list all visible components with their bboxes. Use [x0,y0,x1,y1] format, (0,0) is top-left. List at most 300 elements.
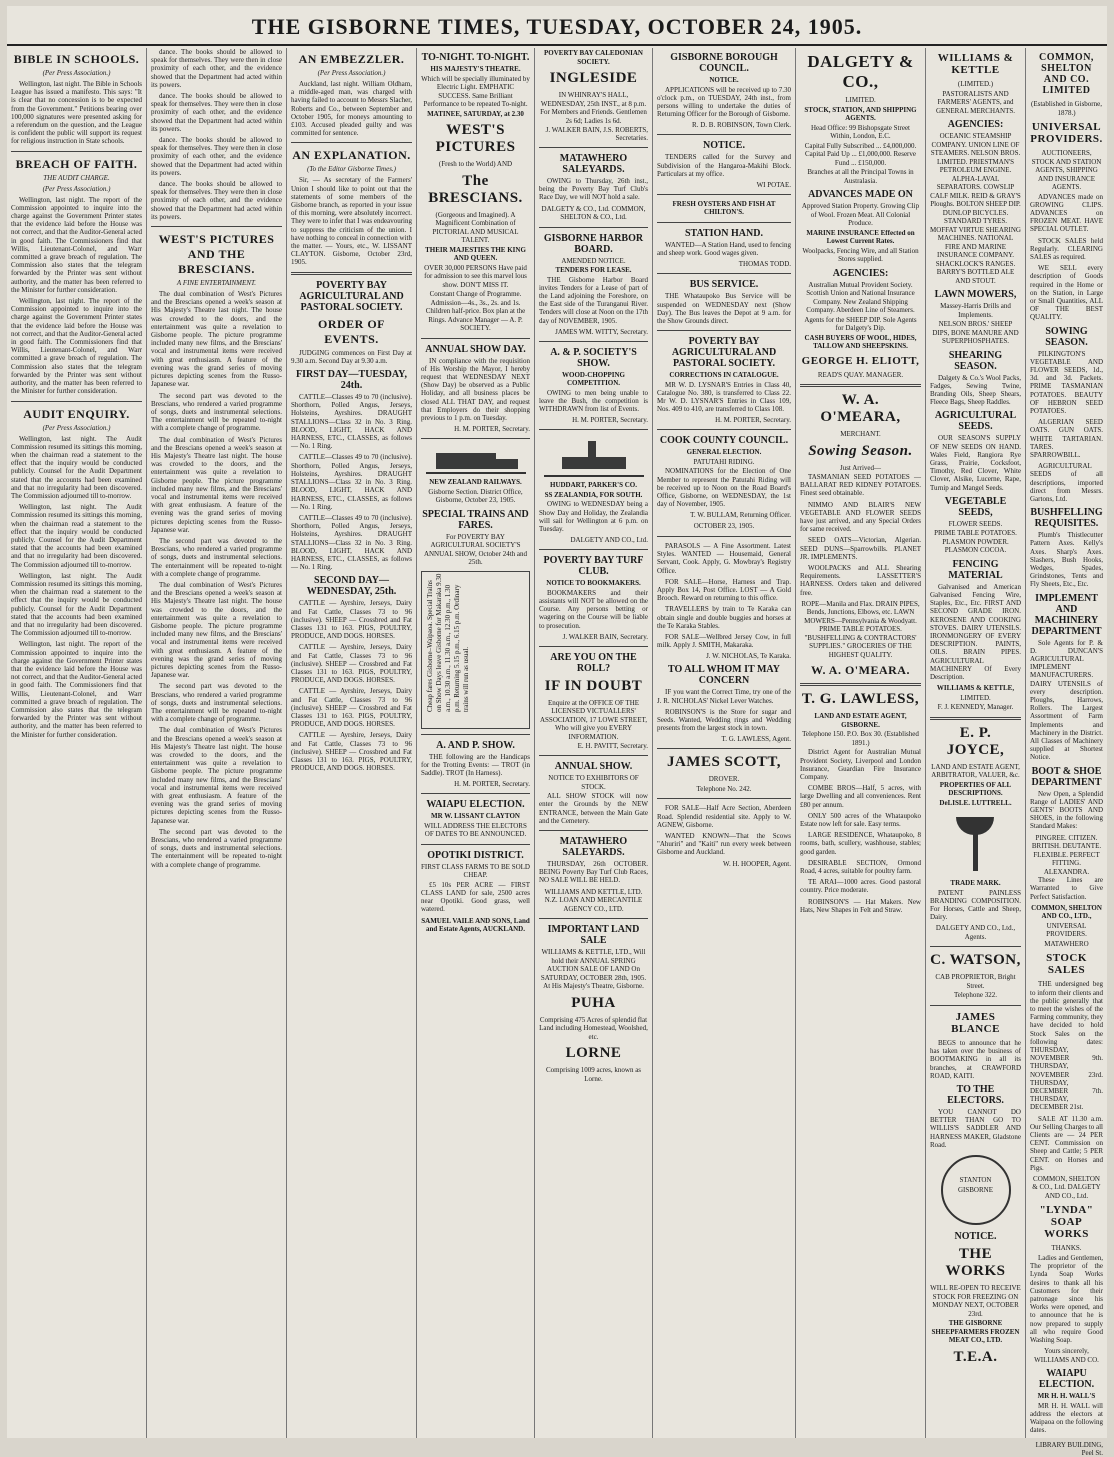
ad-text: LAND AND ESTATE AGENT, GISBORNE. [814,712,907,729]
notice-body: THE following are the Handicaps for the Trotting Events: — TROT (in Saddle). TROT (In Harness). [421,752,530,778]
byline: (Per Press Association.) [42,184,111,193]
headline-wests-pictures: WEST'S PICTURES AND THE BRESCIANS. [158,232,275,277]
theatre-name: HIS MAJESTY'S THEATRE. [430,65,521,73]
headline-bus-service: BUS SERVICE. [689,279,759,291]
classified-ad: ROBINSON'S — Hat Makers. New Hats, New Shapes in Felt and Straw. [800,897,921,914]
ad-text: THE undersigned beg to inform their clients and the public generally that to meet the wishes of the Farming community, they have decided to hold Stock Sales on the following dates: THURSDAY, NOVEMBER 9th. THURSDAY, NOVEMBER 23rd. THURSDAY, DECEMBER 7th. THURSDAY, DECEMBER 21st. [1030,980,1103,1112]
divider [539,830,648,831]
signature: R. D. B. ROBINSON, Town Clerk. [692,121,791,130]
notice-body: CATTLE — Ayrshire, Jerseys, Dairy and Fat Cattle, Classes 73 to 96 (inclusive). SHEEP — Crossbred and Fat Classes 131 to 163. PIGS, POULTRY, PRODUCE, AND DOGS. HORSES. [291,599,412,641]
ship-name: SS ZEALANDIA, FOR SOUTH. [544,490,643,499]
ad-text: Branches at all the Principal Towns in Australasia. [807,168,914,185]
article-body: dance. The books should be allowed to speak for themselves. They were then in close proximity of each other, and the evidence showed that the Department had acted within its powers. [151,180,282,221]
divider [11,401,142,402]
notice-body: WANTED—A Station Hand, used to fencing and sheep work. Good wages given. [657,240,791,258]
ad-text: Just Arrived— [839,463,882,472]
ad-text: WILL RE-OPEN TO RECEIVE STOCK FOR FREEZING ON MONDAY NEXT, OCTOBER 23rd. [930,1284,1021,1318]
ad-text: (Established in Gisborne, 1878.) [1031,100,1102,117]
divider [930,1005,1021,1006]
headline-station-hand: STATION HAND. [685,227,763,239]
classified-ad: ONLY 500 acres of the Whataupoko Estate now left for sale. Easy terms. [800,811,921,828]
signature: H. M. PORTER, Secretary. [454,425,530,434]
oysters-ad: FRESH OYSTERS AND FISH AT CHILTON'S. [672,199,776,217]
ad-list: OCEANIC STEAMSHIP COMPANY. UNION LINE OF STEAMERS. NELSON BROS. LIMITED. PRIESTMAN'S PETROLEUM ENGINE. ALPHA-LAVAL SEPARATORS. COWSLIP CALF MILK. REID & GRAY'S Ploughs. BOLTON SHEEP DIP. DUNLOP BICYCLES. STANDARD TYRES. MOFFAT VIRTUE SHEARING MACHINES. NATIONAL FIRE AND MARINE INSURANCE COMPANY. SHACKLOCK'S RANGES. BARRY'S BOTTLED ALE AND STOUT. [930,132,1021,285]
rotated-timetable [426,572,526,712]
notice-body: CATTLE—Classes 49 to 70 (inclusive). Shorthorn, Polled Angus, Jerseys, Holsteins, Ayrshires. DRAUGHT STALLIONS—Class 32 in No. 3 Ring. BLOOD, LIGHT, HACK AND HARNESS, ETC., CLASSES, as follows — No. 1 Ring. [291,453,412,511]
classified-ad: COMBE BROS—Half, 5 acres, with large Dwelling and all conveniences. Rent £80 per annum. [800,784,921,809]
divider [291,142,412,143]
ad-text: DeLISLE. LUTTRELL. [939,798,1012,807]
headline-opotiki: OPOTIKI DISTRICT. [427,849,524,861]
subheadline: WAIAPU ELECTION. [1038,1368,1095,1391]
divider [421,438,530,439]
classified-ad: PARASOLS — A Fine Assortment. Latest Styles. WANTED — Housemaid, General Servant, Cook. Apply, G. Mowbray's Registry Office. [657,541,791,575]
article-body: The dual combination of West's Pictures and the Brescians opened a week's season at His Majesty's Theatre last night. The house was crowded to the doors, and the entertainment was quite a revelation to Gisborne people. The picture programme included many new films, and the Brescians' vocal and instrumental items were received with great enthusiasm. A feature of the evening was the grand series of moving pictures depicting scenes from the Russo-Japanese war. [151,290,282,389]
ad-text: (Gorgeous and Imagined). A Magnificent Combination of PICTORIAL AND MUSICAL TALENT. [432,210,519,244]
subheadline: NOTICE. [709,76,739,84]
headline-waiapu-election: WAIAPU ELECTION. [426,799,525,811]
signature: Yours sincerely, WILLIAMS AND CO. [1034,1347,1099,1364]
ad-text: COMMON, SHELTON AND CO., LTD., [1031,903,1102,921]
classified-ad: WANTED KNOWN—That the Scows "Ahuriri" and "Kaiti" run every week between Gisborne and Auckland. [657,832,791,857]
ad-text: DROVER. [708,775,740,784]
subheadline: CORRECTIONS IN CATALOGUE. [669,371,779,380]
ad-text: SEED OATS—Victorian, Algerian. SEED DUNS—Sparrowbills. PLANET JR. IMPLEMENTS. [800,536,921,561]
subheadline: TO THE ELECTORS. [947,1084,1004,1106]
subheadline: AGENCIES: [832,267,889,279]
divider [930,717,1021,720]
signature: J. WALKER BAIN, J.S. ROBERTS, Secretaries. [545,126,648,142]
newspaper-page [7,6,1107,1457]
headline-ap-society-show: A. & P. SOCIETY'S SHOW. [550,346,637,369]
article-body: dance. The books should be allowed to speak for themselves. They were then in close proximity of each other, and the evidence showed that the Department had acted within its powers. [151,48,282,89]
ad-text: LAND AND ESTATE AGENT, ARBITRATOR, VALUER, &c. [931,762,1020,780]
subheadline: NOTICE TO BOOKMAKERS. [546,579,641,588]
signature: WILLIAMS AND KETTLE, LTD. N.Z. LOAN AND MERCANTILE AGENCY CO., LTD. [544,887,643,913]
ad-text: BEGS to announce that he has taken over the business of BOOTMAKING in all its branches, at CRAWFORD ROAD, KAITI. [930,1038,1021,1080]
subheadline: NOTICE. [954,1231,997,1243]
footer-text: LIBRARY BUILDING, Peel St. [1035,1440,1103,1457]
subheadline: ADVANCES MADE ON [808,189,913,200]
notice-body: CATTLE — Ayrshire, Jerseys, Dairy and Fat Cattle, Classes 73 to 96 (inclusive). SHEEP — Crossbred and Fat Classes 131 to 163. PIGS, POULTRY, PRODUCE, AND DOGS. HORSES. [291,687,412,729]
if-in-doubt: IF IN DOUBT [544,677,643,694]
classified-ad: ROBINSON'S is the Store for sugar and Seeds. Wanted, Wedding rings and Wedding presents from the largest stock in town. [657,707,791,733]
column-5 [535,48,653,1438]
notice-body: ALL SHOW STOCK will now enter the Grounds by the NEW ENTRANCE, between the Main Gate and the Cemetery. [539,792,648,825]
article-body: Auckland, last night. William Oldham, a middle-aged man, was charged with having failed to account to Messrs Slacher, Roberts and Co., between September and October 1905, for moneys amounting to £103. Accused pleaded guilty and was committed for sentence. [291,80,412,138]
headline-special-trains: SPECIAL TRAINS AND FARES. [422,508,529,531]
ad-text: Sole Agents for P. & D. DUNCAN'S AGRICULTURAL IMPLEMENT MANUFACTURERS. DAIRY UTENSILS of every description. Ploughs, Harrows, Rollers. The Largest Assortment of Farm Implements and Machinery in the District. All Classes of Machinery supplied at Shortest Notice. [1030,638,1103,762]
divider [930,946,1021,947]
dalgety-title: DALGETY & CO., [807,52,914,91]
headline-explanation: AN EXPLANATION. [292,148,411,163]
letter-body: Sir, — As secretary of the Farmers' Union I should like to point out that the statements of some members of the Gisborne branch, as reported in your issue of this morning, were absolutely incorrect. They were to infer that I was endeavouring to suppress the criticism of the union. I have nothing to conceal in connection with the matter. — Yours, etc., W. LISSANT CLAYTON. Gisborne, October 23rd, 1905. [291,176,412,267]
ad-text: Ladies and Gentlemen, The proprietor of the Lynda Soap Works desires to thank all his Customers for their patronage since his Works were opened, and to announce that he is now prepared to supply all who require Good Washing Soap. [1030,1253,1103,1344]
ad-text: MERCHANT. [840,430,881,438]
joyce-title: E. P. JOYCE, [946,724,1005,758]
article-body: The second part was devoted to the Brescians, who rendered a varied programme of songs, duets and instrumental selections. The entertainment will be repeated to-night with a complete change of programme. [151,391,282,433]
notice-body: THE Whataupoko Bus Service will be suspended on WEDNESDAY next (Show Day). The Bus leaves the Depot at 9 a.m. for the Show Grounds direct. [657,292,791,325]
divider [800,683,921,686]
headline-breach-faith: BREACH OF FAITH. [15,156,138,171]
railways-heading: NEW ZEALAND RAILWAYS. [429,478,522,487]
headline-bible-schools: BIBLE IN SCHOOLS. [13,52,140,66]
notice-body: CATTLE — Ayrshire, Jerseys, Dairy and Fat Cattle, Classes 73 to 96 (inclusive). SHEEP — Crossbred and Fat Classes 131 to 163. PIGS, POULTRY, PRODUCE, AND DOGS. HORSES. [291,731,412,773]
divider [657,194,791,195]
divider [657,273,791,274]
ad-text: MATAWHERO [1044,939,1089,948]
byline: (Per Press Association.) [317,69,386,77]
subheadline: THE AUDIT CHARGE. [43,173,110,182]
classified-ad: LARGE RESIDENCE, Whataupoko, 8 rooms, bath, scullery, washhouse, stables; good garden. [800,831,921,856]
article-body: The second part was devoted to the Brescians, who rendered a varied programme of songs, duets and instrumental selections. The entertainment will be repeated to-night with a complete change of programme. [151,682,282,724]
subheadline: FENCING MATERIAL [948,558,1003,581]
article-body: Wellington, last night. The report of the Commission appointed to inquire into the charge against the Government Printer states that the evidence laid before the House was not correct, and that the Auditor-General acted in good faith. The Commissioners find that Willis, Lieutenant-Colonel, and Warr committed a grave breach of regulation. The Commission also states that the telegram forwarded by the Printer was sent without authority, and the matter has been referred to the Minister for further consideration. [11,297,142,396]
ad-text: Telephone 150. P.O. Box 30. (Established 1891.) [802,730,919,747]
headline-land-sale: IMPORTANT LAND SALE [547,924,640,947]
divider [657,429,791,430]
classified-ad: FOR SALE—Horse, Harness and Trap. Apply Box 14, Post Office. LOST — A Gold Brooch. Reward on returning to this office. [657,577,791,603]
ad-list: NELSON BROS.' SHEEP DIPS, BONE MANURE AND SUPERPHOSPHATES. [932,320,1019,345]
ad-text: LIMITED. [960,693,991,702]
subheadline: WOOD-CHOPPING COMPETITION. [562,370,625,388]
ad-text: AUCTIONEERS, STOCK AND STATION AGENTS, SHIPPING AND INSURANCE AGENTS. [1031,149,1102,191]
ad-text: STOCK SALES held Regularly. CLEARING SALES as required. [1030,236,1103,261]
notice-body: CATTLE—Classes 49 to 70 (inclusive). Shorthorn, Polled Angus, Jerseys, Holsteins, Ayrshires. DRAUGHT STALLIONS—Class 32 in No. 3 Ring. BLOOD, LIGHT, HACK AND HARNESS, ETC., CLASSES, as follows — No. 1 Ring. [291,513,412,572]
ad-text: District Agent for Australian Mutual Provident Society, Liverpool and London Insurance, Guardian Fire Insurance Company. [800,748,921,781]
column-9 [1026,48,1107,1457]
signature: WI POTAE. [756,180,791,189]
shipping-company: HUDDART, PARKER'S CO. [550,481,637,490]
headline-on-roll: ARE YOU ON THE ROLL? [550,651,637,674]
divider [657,134,791,135]
ad-text: TRADE MARK. [950,879,1001,888]
signature: COMMON, SHELTON & CO., Ltd. DALGETY AND CO., Ltd. [1032,1174,1101,1200]
ad-text: WILLIAMS & KETTLE, [936,684,1015,693]
ad-text: Comprising 475 Acres of splendid flat Land including Homestead, Woolshed, etc. [539,1015,648,1041]
divider [539,429,648,430]
notice-body: TENDERS called for the Survey and Subdivision of the Hangaroa-Makihi Block. Particulars at my office. [657,153,791,178]
classified-ad: FOR SALE—Wellbred Jersey Cow, in full milk. Apply J. SMITH, Makaraka. [657,633,791,650]
signature: DALGETY AND CO., Ltd., Agents. [935,924,1016,941]
ad-text: ADVANCES made on GROWING CLIPS. ADVANCES on FROZEN MEAT. HAVE SPECIAL OUTLET. [1030,192,1103,234]
ad-text: Galvanised and American Galvanised Fencing Wire, Staples, Etc., Etc. FIRST AND SECOND GRADE IRON. KEROSENE AND COOKING STOVES. DAIRY UTENSILS. IRONMONGERY OF EVERY DESCRIPTION. PAINTS, OILS. BRAIN PIPES. AGRICULTURAL MACHINERY Of Every Description. [930,582,1021,681]
signature: DALGETY AND CO., Ltd. [570,536,648,545]
ad-text: Which will be specially illuminated by Electric Light. EMPHATIC SUCCESS. Same Brilliant Performance to be repeated To-night. [421,74,530,108]
ad-text: £5 10s PER ACRE — FIRST CLASS LAND for sale, 2500 acres near Opotiki. Good grass, well watered. [421,880,530,914]
headline-cook-county: COOK COUNTY COUNCIL. [659,435,789,447]
ad-text: WOOLPACKS and ALL Shearing Requirements. LASSETTER'S HARNESS. Orders taken and delivered free. [800,564,921,597]
headline-notice: NOTICE. [703,140,745,152]
stock-sales-title: STOCK SALES [1046,952,1087,977]
ad-text: Woolpacks, Fencing Wire, and all Station Stores supplied. [802,246,919,263]
watson-title: C. WATSON, [930,952,1021,969]
blance-title: JAMES BLANCE [951,1010,1000,1035]
williams-kettle-title: WILLIAMS & KETTLE [937,52,1014,76]
telephone: Telephone 322. [953,991,998,1000]
article-body: The dual combination of West's Pictures and the Brescians opened a week's season at His Majesty's Theatre last night. The house was crowded to the doors, and the entertainment was quite a revelation to Gisborne people. The picture programme included many new films, and the Brescians' vocal and instrumental items were received with great enthusiasm. A feature of the evening was the grand series of moving pictures depicting scenes from the Russo-Japanese war. [151,726,282,825]
article-body: dance. The books should be allowed to speak for themselves. They were then in close proximity of each other, and the evidence showed that the Department had acted within its powers. [151,92,282,133]
headline-to-all: TO ALL WHOM IT MAY CONCERN [668,664,780,687]
headline-ap-society-2: POVERTY BAY AGRICULTURAL AND PASTORAL SOCIETY. [671,336,777,370]
notice-body: OWING to WEDNESDAY being a Show Day and Holiday, the Zealandia will sail for Wellington at 6 p.m. on Tuesday. [539,500,648,534]
ad-text: WE SELL every description of Goods required in the Home or on the Station, in Large or Small Quantities, ALL OF THE BEST QUALITY. [1030,264,1103,322]
article-body: dance. The books should be allowed to speak for themselves. They were then in close proximity of each other, and the evidence showed that the Department had acted within its powers. [151,136,282,177]
divider [657,748,791,749]
divider [421,844,530,845]
divider [539,147,648,148]
headline-annual-show: ANNUAL SHOW. [554,761,633,773]
subheadline: TENDERS FOR LEASE. [555,266,632,275]
ad-text: OUR SEASON'S SUPPLY OF NEW SEEDS ON HAND. Wales Field, Rangiora Rye Grass, Prairie, Cocksfoot, Timothy, Red Clover, White Clover, Alsike, Lucerne, Rape, Turnip and Mangel Seeds. [930,434,1021,492]
signature: SAMUEL VAILE AND SONS, Land and Estate Agents, AUCKLAND. [421,916,530,934]
ad-list: PINGREE. CITIZEN. BRITISH. DEUTANTE. FLEXIBLE. PERFECT FITTING. ALEXANDRA. [1031,833,1102,876]
caledonian-heading: POVERTY BAY CALEDONIAN SOCIETY. [544,49,643,66]
notice-body: BOOKMAKERS and their assistants will NOT be allowed on the Course. Any persons betting or wagering on the Course will be liable to prosecution. [539,588,648,630]
ad-text: YOU CANNOT DO BETTER THAN GO TO WILLIS'S SADDLER AND HARNESS MAKER, Gladstone Road. [930,1108,1021,1149]
ad-text: FLOWER SEEDS. [948,519,1003,528]
manager-name: GEORGE H. ELIOTT, [801,354,920,367]
common-shelton-title: COMMON, SHELTON AND CO. LIMITED [1039,52,1094,96]
divider [657,798,791,799]
headline-borough-council: GISBORNE BOROUGH COUNCIL. [670,52,778,74]
headline-annual-show-day: ANNUAL SHOW DAY. [425,343,526,355]
article-body: Wellington, last night. The Bible in Schools League has issued a manifesto. This says: "It is clear that no concession is to be expected from the Government." Petitions bearing over 100,000 signatures were presented asking for a referendum on the question, and the League is confident the public will support its request for religious instruction in State schools. [11,80,142,146]
ad-text: Agents for the SHEEP DIP. Sole Agents for Dalgety's Dip. [804,315,917,332]
classified-ad: TE ARAI—1000 acres. Good pastoral country. Price moderate. [800,878,921,895]
ad-text: Massey-Harris Drills and Implements. [940,302,1011,319]
headline-matawhero-2: MATAWHERO SALEYARDS. [559,836,628,859]
byline: (Per Press Association.) [42,423,111,432]
divider [657,536,791,537]
telephone: Telephone No. 242. [696,784,752,793]
article-body: Wellington, last night. The Audit Commission resumed its sittings this morning, when the chairman read a statement to the effect that the inquiry would be conducted publicly. Counsel for the Audit Department stated that the accounts had been examined and that no irregularity had been discovered. The Commission adjourned till to-morrow. [11,434,142,500]
notice-body: MR W. D. LYSNAR'S Entries in Class 40, Catalogue No. 380, is transferred to Class 22. Mr W. D. LYSNAR'S Entries in Class 109, Nos. 409 to 410, are transferred to Class 108. [657,380,791,414]
notice-body: THURSDAY, 26th OCTOBER. BEING Poverty Bay Turf Club Races, NO SALE WILL BE HELD. [539,860,648,885]
ad-text: AGRICULTURAL SEEDS of all descriptions, imported direct from Messrs. Gartons, Ltd. [1030,462,1103,503]
headline-ap-society: POVERTY BAY AGRICULTURAL AND PASTORAL SOCIETY. [299,279,404,313]
subheadline: A FINE ENTERTAINMENT. [176,279,257,288]
timetable-box [421,571,530,729]
classified-ad: IF you want the Correct Time, try one of the J. R. NICHOLAS' Nickel Lever Watches. [657,688,791,705]
article-body: Wellington, last night. The Audit Commission resumed its sittings this morning, when the chairman read a statement to the effect that the inquiry would be conducted publicly. Counsel for the Audit Department stated that the accounts had been examined and that no irregularity had been discovered. The Commission adjourned till to-morrow. [11,571,142,638]
king-queen-heading: THEIR MAJESTIES THE KING AND QUEEN. [425,245,526,262]
ad-text: ALGERIAN SEED OATS. GUN OATS. WHITE TARTARIAN. TARES. SPARROWBILL. [1030,418,1103,459]
signature: J. W. NICHOLAS, Te Karaka. [706,652,791,661]
ad-text: NIMMO AND BLAIR'S NEW VEGETABLE AND FLOWER SEEDS have just arrived, and any Special Orders for same received. [800,500,921,534]
signature: H. M. PORTER, Secretary. [715,416,791,425]
signature: E. H. PAVITT, Secretary. [577,742,648,751]
column-4 [417,48,535,1438]
ad-text: Comprising 1009 acres, known as Lorne. [545,1066,642,1083]
ad-text: FIRST CLASS FARMS TO BE SOLD CHEAP. [421,862,530,880]
notice-body: OWING to Thursday, 26th inst., being the Poverty Bay Turf Club's Race Day, we will NOT hold a sale. [539,177,648,202]
divider [421,338,530,339]
sowing-season-title: Sowing Season. [808,442,913,459]
ad-text: MARINE INSURANCE Effected on Lowest Current Rates. [806,228,915,245]
divider [539,227,648,228]
lorne-title: LORNE [565,1045,622,1062]
signature: H. M. PORTER, Secretary. [454,780,530,789]
timetable-text: Cheap fares Gisborne–Waipaoa. Special Trains on Show Days leave Gisborne for Makaraka 9.30 a.m., 10.30 a.m., 11.30 a.m., 12.30 p.m., 1.30 p.m. Returning 5.15 p.m., 6.15 p.m. Ordinary trains will run as usual. [426,573,470,712]
divider [539,646,648,647]
brescians-title: The BRESCIANS. [428,172,523,206]
signature: JAMES WM. WITTY, Secretary. [555,327,648,336]
ad-text: Plumb's Thistlecutter Pattern Axes. Kelly's Axes. Sharp's Axes. Slashers, Bush Hooks, Wedges, Spades, Grindstones, Tents and Fly Sheets, Etc., Etc. [1030,531,1103,589]
signature: T. G. LAWLESS, Agent. [721,735,791,744]
article-body: Wellington, last night. The Audit Commission resumed its sittings this morning, when the chairman read a statement to the effect that the inquiry would be conducted publicly. Counsel for the Audit Department stated that the accounts had been examined and that no irregularity had been discovered. The Commission adjourned till to-morrow. [11,503,142,569]
omeara-title: W. A. O'MEARA, [820,392,901,425]
notice-body: THE Gisborne Harbor Board invites Tenders for a Lease of part of the Land adjoining the Foreshore, on the East side of the Turanganui River. Tenders will close at Noon on the 17th day of NOVEMBER, 1905. [539,275,648,325]
ad-text: TASMANIAN SEED POTATOES — BALLARAT RED KIDNEY POTATOES. Finest seed obtainable. [800,473,921,498]
works-title: THE WORKS [945,1246,1006,1280]
divider [421,793,530,794]
ad-text: CASH BUYERS OF WOOL, HIDES, TALLOW AND SHEEPSKINS. [804,333,917,350]
notice-body: CATTLE — Ayrshire, Jerseys, Dairy and Fat Cattle, Classes 73 to 96 (inclusive). SHEEP — Crossbred and Fat Classes 131 to 163. PIGS, POULTRY, PRODUCE, AND DOGS. HORSES. [291,643,412,685]
headline-tonight: TO-NIGHT. TO-NIGHT. [421,52,530,63]
ad-text: PILKINGTON'S VEGETABLE AND FLOWER SEEDS, 1d., 3d. and 3d. Packets. PRIME TASMANIAN POTATOES. BEAUTY OF HEBRON SEED POTATOES. [1030,349,1103,415]
candidate-name: MR H. H. WALL'S [1037,1392,1096,1401]
notice-body: IN compliance with the requisition of His Worship the Mayor, I hereby request that WEDNESDAY NEXT (Show Day) be observed as a Public Holiday, and all business places be closed ALL THAT DAY, and request that Employers do their shopping previous to 1 p.m. on Tuesday. [421,356,530,422]
ad-text: READ'S QUAY. MANAGER. [817,370,904,379]
divider [539,918,648,919]
subheadline: SHEARING SEASON. [948,349,1003,372]
ad-text: WILLIAMS & KETTLE, LTD., Will hold their ANNUAL SPRING AUCTION SALE OF LAND On SATURDAY, OCTOBER 28th, 1905. At His Majesty's Theatre, Gisborne. [540,948,647,991]
classified-ad: FOR SALE—Half Acre Section, Aberdeen Road. Splendid residential site. Apply to W. AGNEW, Gisborne. [657,804,791,829]
train-illustration [426,444,526,474]
puha-title: PUHA [571,994,616,1011]
ingleside-title: INGLESIDE [549,70,638,86]
subheadline: AGRICULTURAL SEEDS. [934,410,1017,433]
subheadline: BOOT & SHOE DEPARTMENT [1031,765,1102,788]
ad-text: CAB PROPRIETOR, Bright Street. [935,973,1016,990]
column-8 [926,48,1026,1438]
first-day-heading: FIRST DAY—TUESDAY, 24th. [296,369,407,392]
columns [7,48,1107,1457]
subheadline: AMENDED NOTICE. [561,256,626,265]
ad-text: SALE AT 11.30 a.m. Our Selling Charges to all Clients are — 24 PER CENT. Commission on Sheep and Cattle; 5 PER CENT. on Horses and Pigs. [1030,1114,1103,1172]
ad-text: Constant Change of Programme. Admission—4s., 3s., 2s. and 1s. Children half-price. Box plan at the Rings. Advance Manager — A. P. SOCIETY. [425,290,526,332]
divider [539,341,648,342]
ad-text: PROPERTIES OF ALL DESCRIPTIONS. [939,780,1012,798]
subheadline: LAWN MOWERS, [934,289,1017,300]
date-line: OCTOBER 23, 1905. [693,522,755,531]
matinee-notice: MATINEE, SATURDAY, at 2.30 [427,109,524,118]
candidate-name: MR W. LISSANT CLAYTON [431,812,520,821]
subheadline: NOTICE TO EXHIBITORS OF STOCK. [548,774,639,791]
subheadline: PATUTAHI RIDING. [693,457,755,466]
lawless-title: T. G. LAWLESS, [801,691,920,708]
ad-text: LIMITED. [845,96,876,104]
ad-text: Dalgety & Co.'s Wool Packs, Fadges, Sewing Twine, Branding Oils, Sheep Shears, Fleece Bags, Sheep Raddles. [930,373,1021,407]
ad-text: New Open, a Splendid Range of LADIES' AND GENTS' BOOTS AND SHOES, in the following Standard Makes: [1030,789,1103,831]
byline: (Per Press Association.) [42,69,111,77]
notice-body: NOMINATIONS for the Election of One Member to represent the Patutahi Riding will be received up to Noon on the Road Board's Office, Gisborne, on WEDNESDAY, the 1st day of November, 1905. [657,467,791,509]
column-6 [653,48,796,1438]
ad-text: PASTORALISTS AND FARMERS' AGENTS, and GENERAL MERCHANTS. [935,89,1016,115]
article-body: The second part was devoted to the Brescians, who rendered a varied programme of songs, duets and instrumental selections. The entertainment will be repeated to-night with a complete change of programme. [151,827,282,869]
signature: J. WALKER BAIN, Secretary. [562,632,648,641]
headline-turf-club: POVERTY BAY TURF CLUB. [543,555,644,578]
ad-text: OVER 30,000 PERSONS Have paid for admission to see this marvel lous show. DON'T MISS IT. [424,263,527,289]
headline-matawhero: MATAWHERO SALEYARDS. [559,153,628,175]
ad-list: Australian Mutual Provident Society. Scottish Union and National Insurance Company. New Zealand Shipping Company. Aberdeen Line of Steamers. [806,280,915,314]
ad-text: IN WHINRAY'S HALL, WEDNESDAY, 25th INST., at 8 p.m. For Members and Friends. Gentlemen 2s 6d; Ladies 1s 6d. [540,91,647,125]
column-3 [287,48,417,1438]
omeara-signature: W. A. O'MEARA. [811,663,910,678]
subheadline: BUSHFELLING REQUISITES. [1030,507,1103,530]
ad-text: Gisborne Section. District Office, Gisborne, October 23, 1905. [428,487,523,505]
signature: T. W. BULLAM, Returning Officer. [690,511,791,520]
classified-ad: TRAVELLERS by train to Te Karaka can obtain single and double buggies and horses at the Te Karaka Stables. [657,605,791,630]
ad-list: Approved Station Property. Growing Clip of Wool. Frozen Meat. All Colonial Produce. [801,202,920,227]
james-scott-title: JAMES SCOTT, [666,754,782,771]
ad-text: (Fresh to the World) AND [438,160,513,168]
divider [539,549,648,550]
headline-embezzler: AN EMBEZZLER. [298,52,405,66]
ad-text: WILL ADDRESS THE ELECTORS OF DATES TO BE ANNOUNCED. [424,821,527,839]
divider [657,222,791,223]
ad-text: For POVERTY BAY AGRICULTURAL SOCIETY'S ANNUAL SHOW, October 24th and 25th. [423,532,528,567]
signature: H. M. PORTER, Secretary. [572,416,648,425]
article-body: The second part was devoted to the Brescians, who rendered a varied programme of songs, duets and instrumental selections. The entertainment will be repeated to-night with a complete change of programme. [151,536,282,578]
ad-text: PATENT PAINLESS BRANDING COMPOSITION. For Horses, Cattle and Sheep, Dairy. [930,888,1021,922]
ad-text: STOCK, STATION, AND SHIPPING AGENTS. [804,105,917,122]
subheadline: VEGETABLE SEEDS, [944,495,1007,518]
axe-trademark-icon [946,813,1006,873]
masthead [7,6,1107,46]
column-2 [147,48,287,1438]
ad-text: Head Office: 99 Bishopsgate Street Within, London, E.C. [810,123,910,140]
ad-text: Capital Fully Subscribed ... £4,000,000. Capital Paid Up ... £1,000,000. Reserve Fund ... £150,000. [804,141,917,167]
ad-text: MR H. H. WALL will address the electors at Waipaoa on the following dates. [1030,1401,1103,1435]
classified-ad: DESIRABLE SECTION, Ormond Road, 4 acres, suitable for poultry farm. [800,858,921,875]
column-7 [796,48,926,1438]
subheadline: IMPLEMENT AND MACHINERY DEPARTMENT [1031,592,1102,637]
notice-body: CATTLE—Classes 49 to 70 (inclusive). Shorthorn, Polled Angus, Jerseys, Holsteins, Ayrshires. DRAUGHT STALLIONS—Class 32 in No. 3 Ring. BLOOD, LIGHT, HACK AND HARNESS, ETC., CLASSES, as follows — No. 1 Ring. [291,393,412,451]
universal-providers: UNIVERSAL PROVIDERS. [1030,121,1103,145]
signature: DALGETY & CO., Ltd. COMMON, SHELTON & CO., Ltd. [541,204,646,222]
subheadline: GENERAL ELECTION. [686,448,762,457]
column-1 [7,48,147,1438]
headline-ap-show: A. AND P. SHOW. [436,739,515,751]
divider [539,755,648,756]
steamship-illustration [544,435,644,477]
newspaper-title: THE GISBORNE TIMES, TUESDAY, OCTOBER 24, 1905. [251,14,863,39]
tea-title: T.E.A. [953,1348,998,1365]
ad-list: PRIME TABLE POTATOES. PLASMON POWDER. PLASMON COCOA. [934,529,1017,555]
subheadline: (To the Editor Gisborne Times.) [307,165,396,174]
ad-text: Enquire at the OFFICE OF THE LICENSED VICTUALLERS' ASSOCIATION, 17 LOWE STREET, Who will give you EVERY INFORMATION. [539,698,647,741]
lynda-soap-title: "LYNDA" SOAP WORKS [1039,1204,1094,1241]
second-day-heading: SECOND DAY—WEDNESDAY, 25th. [306,575,397,598]
notice-body: JUDGING commences on First Day at 9.30 a.m. Second Day at 9.30 a.m. [291,348,412,365]
divider [800,384,921,387]
ad-text: THANKS. [1051,1244,1082,1253]
divider [151,226,282,227]
signature: THE GISBORNE SHEEPFARMERS FROZEN MEAT CO., LTD. [931,1319,1020,1345]
signature: W. H. HOOPER, Agent. [723,859,791,868]
headline-harbor-board: GISBORNE HARBOR BOARD. [543,232,644,255]
divider [657,330,791,331]
signature: THOMAS TODD. [738,260,791,269]
stamp-seal: STANTON GISBORNE [941,1155,1011,1225]
notice-body: OWING to men being unable to leave the Bush, the competition is WITHDRAWN from list of Events. [539,388,648,414]
ad-text: (LIMITED.) [957,80,994,88]
article-body: Wellington, last night. The report of the Commission appointed to inquire into the charge against the Government Printer states that the evidence laid before the House was not correct, and that the Auditor-General acted in good faith. The Commissioners find that Willis, Lieutenant-Colonel, and Warr committed a grave breach of regulation. The Commission also states that the telegram forwarded by the Printer was sent without authority, and the matter has been referred to the Minister for further consideration. [11,195,142,294]
article-body: The dual combination of West's Pictures and the Brescians opened a week's season at His Majesty's Theatre last night. The house was crowded to the doors, and the entertainment was quite a revelation to Gisborne people. The picture programme included many new films, and the Brescians' vocal and instrumental items were received with great enthusiasm. A feature of the evening was the grand series of moving pictures depicting scenes from the Russo-Japanese war. [151,435,282,534]
divider [421,734,530,735]
